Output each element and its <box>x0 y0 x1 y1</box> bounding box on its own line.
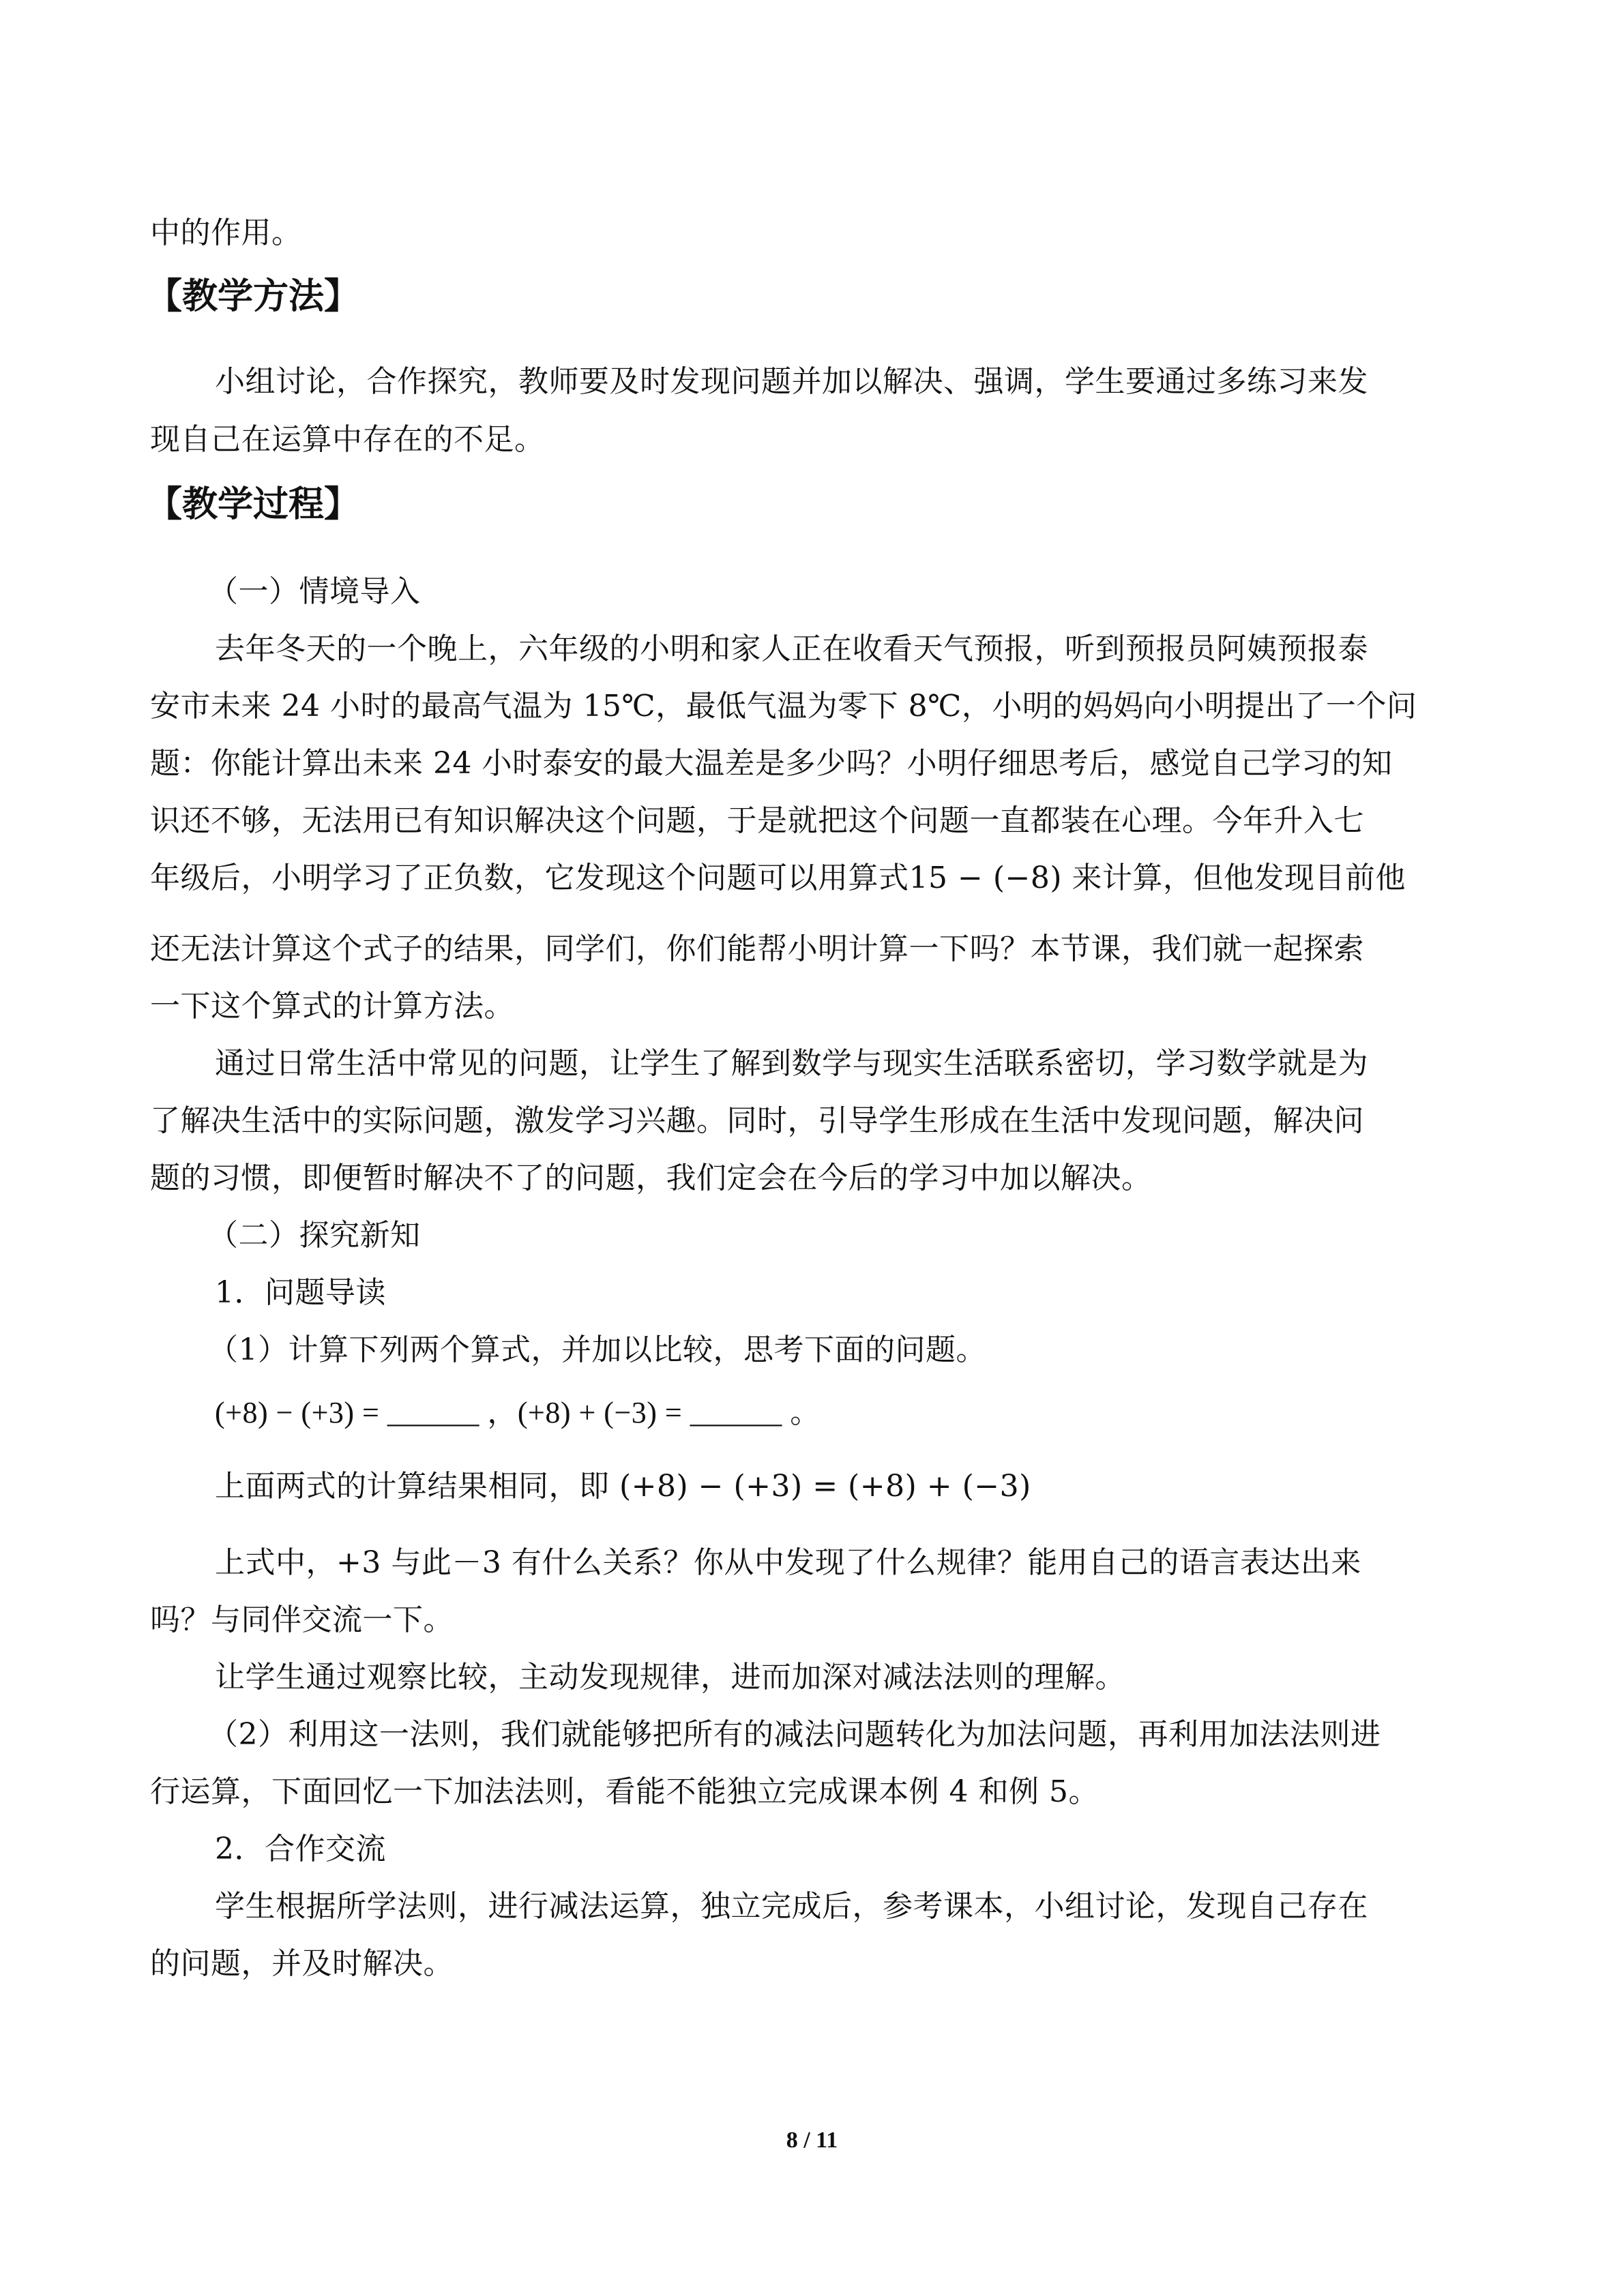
paragraph-line: 现自己在运算中存在的不足。 <box>150 422 545 457</box>
numbered-item-title: 1．问题导读 <box>215 1275 386 1310</box>
paragraph-line: 题的习惯，即便暂时解决不了的问题，我们定会在今后的学习中加以解决。 <box>150 1161 1152 1195</box>
subsection-title: （一）情境导入 <box>208 574 421 609</box>
paragraph-line: 上面两式的计算结果相同，即 (+8) − (+3) = (+8) + (−3) <box>215 1469 1031 1504</box>
subsection-title: （二）探究新知 <box>208 1218 421 1253</box>
paragraph-line: 年级后，小明学习了正负数，它发现这个问题可以用算式15 − (−8) 来计算，但他发现目前他 <box>150 861 1406 895</box>
paragraph-line: 识还不够，无法用已有知识解决这个问题，于是就把这个问题一直都装在心理。今年升入七 <box>150 803 1364 838</box>
paragraph-line: 上式中，+3 与此－3 有什么关系？你从中发现了什么规律？能用自己的语言表达出来 <box>215 1545 1361 1580</box>
paragraph-line: 还无法计算这个式子的结果，同学们，你们能帮小明计算一下吗？本节课，我们就一起探索 <box>150 931 1364 966</box>
paragraph-line: 安市未来 24 小时的最高气温为 15℃，最低气温为零下 8℃，小明的妈妈向小明提出了一个问 <box>150 689 1417 724</box>
paragraph-line: 让学生通过观察比较，主动发现规律，进而加深对减法法则的理解。 <box>215 1660 1125 1695</box>
math-expression: (+8) − (+3) = ______ ，(+8) + (−3) = ______ 。 <box>215 1396 821 1429</box>
paragraph-line: 行运算，下面回忆一下加法法则，看能不能独立完成课本例 4 和例 5。 <box>150 1774 1099 1809</box>
paragraph-line: （1）计算下列两个算式，并加以比较，思考下面的问题。 <box>208 1332 986 1367</box>
paragraph-line: 一下这个算式的计算方法。 <box>150 989 514 1024</box>
paragraph-line: 通过日常生活中常见的问题，让学生了解到数学与现实生活联系密切，学习数学就是为 <box>215 1046 1368 1081</box>
section-heading-teaching-process: 【教学过程】 <box>147 484 360 525</box>
section-heading-teaching-method: 【教学方法】 <box>147 276 360 317</box>
paragraph-line: 中的作用。 <box>150 215 302 250</box>
paragraph-line: （2）利用这一法则，我们就能够把所有的减法问题转化为加法问题，再利用加法法则进 <box>208 1717 1381 1752</box>
paragraph-line: 去年冬天的一个晚上，六年级的小明和家人正在收看天气预报，听到预报员阿姨预报泰 <box>215 631 1368 666</box>
paragraph-line: 了解决生活中的实际问题，激发学习兴趣。同时，引导学生形成在生活中发现问题，解决问 <box>150 1103 1364 1138</box>
paragraph-line: 题：你能计算出未来 24 小时泰安的最大温差是多少吗？小明仔细思考后，感觉自己学习的知 <box>150 746 1393 781</box>
paragraph-line: 学生根据所学法则，进行减法运算，独立完成后，参考课本，小组讨论，发现自己存在 <box>215 1889 1368 1924</box>
paragraph-line: 小组讨论，合作探究，教师要及时发现问题并加以解决、强调，学生要通过多练习来发 <box>215 364 1368 399</box>
numbered-item-title: 2．合作交流 <box>215 1832 386 1866</box>
page-number: 8 / 11 <box>786 2128 838 2153</box>
paragraph-line: 吗？与同伴交流一下。 <box>150 1602 454 1637</box>
paragraph-line: 的问题，并及时解决。 <box>150 1946 454 1981</box>
